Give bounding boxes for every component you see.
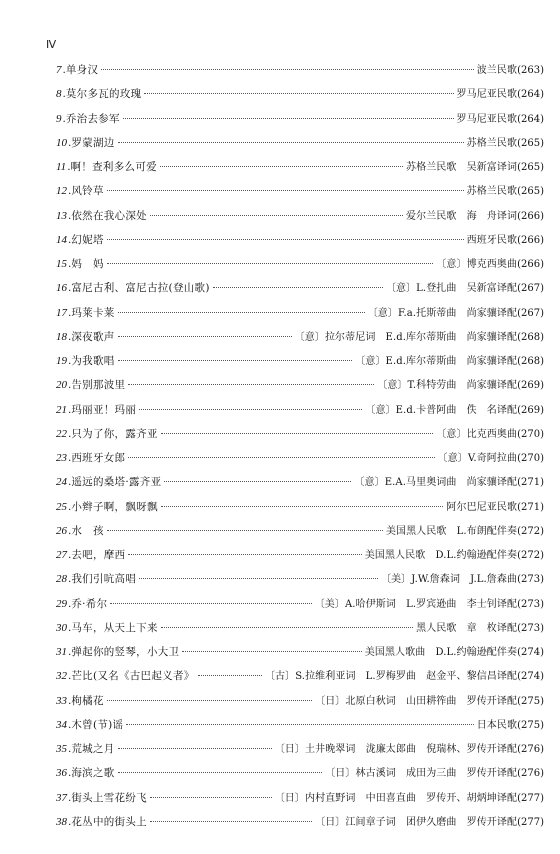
entry-credit: 〔日〕北原白秋词 山田耕筰曲 罗传开译配: [315, 695, 518, 707]
entry-number: 22: [56, 427, 67, 440]
toc-entry: [56, 204, 544, 228]
entry-credit: 〔意〕E.A.马里奥词曲 尚家骧译配: [354, 477, 518, 489]
entry-number-separator: .: [68, 815, 72, 828]
dot-leader: [126, 724, 473, 725]
entry-title: 依然在我心深处: [71, 209, 147, 222]
dot-leader: [110, 603, 311, 604]
dot-leader: [118, 312, 365, 313]
toc-entry: [56, 810, 544, 834]
entry-number: 27: [56, 549, 67, 561]
toc-entry: [56, 301, 544, 325]
toc-entry: [56, 107, 544, 131]
entry-number-separator: .: [68, 670, 72, 683]
entry-number: 29: [56, 597, 67, 610]
entry-number-separator: .: [68, 646, 72, 658]
toc-entry: [56, 737, 544, 761]
entry-number: 16: [56, 282, 67, 295]
toc-entry: [56, 155, 544, 179]
toc-entry: [56, 543, 544, 567]
entry-page-number: (275): [517, 695, 544, 707]
toc-list: [56, 58, 544, 834]
dot-leader: [161, 506, 444, 507]
entry-credit: 〔美〕A.哈伊斯词 L.罗宾逊曲 李士钊译配: [314, 598, 518, 610]
entry-page-number: (273): [517, 622, 544, 634]
dot-leader: [118, 142, 464, 143]
entry-page-number: (270): [517, 428, 544, 440]
entry-page-number: (275): [517, 719, 544, 731]
entry-credit: 罗马尼亚民歌: [456, 113, 518, 125]
toc-entry: [56, 519, 544, 543]
entry-title: 马车，从天上下来: [71, 621, 158, 634]
entry-credit: 阿尔巴尼亚民歌: [446, 501, 518, 513]
entry-number: 7: [56, 64, 62, 76]
entry-number: 38: [56, 815, 67, 828]
dot-leader: [150, 215, 403, 216]
entry-number-separator: .: [68, 718, 72, 731]
entry-number: 25: [56, 500, 67, 513]
entry-credit: 波兰民歌: [476, 65, 518, 76]
dot-leader: [107, 239, 464, 240]
entry-number: 32: [56, 670, 67, 683]
entry-number-separator: .: [68, 452, 72, 464]
entry-title: 去吧，摩西: [71, 549, 126, 561]
entry-credit: 〔意〕E.d.卡普阿曲 佚 名译配: [365, 404, 518, 416]
toc-entry: [56, 761, 544, 785]
entry-number: 33: [56, 694, 67, 707]
entry-page-number: (271): [517, 477, 544, 489]
entry-title: 芒比(又名《古巴起义者》: [71, 670, 195, 683]
entry-title: 罗蒙湖边: [71, 136, 115, 149]
entry-page-number: (266): [517, 234, 544, 246]
entry-title: 莫尔多瓦的玫瑰: [65, 88, 142, 101]
entry-credit: 〔意〕比克西奥曲: [436, 428, 518, 440]
entry-credit: 爱尔兰民歌 海 舟译词: [406, 210, 518, 222]
entry-title: 花丛中的街头上: [71, 815, 147, 828]
entry-page-number: (268): [517, 331, 544, 343]
entry-title: 啊！查利多么可爱: [70, 161, 157, 173]
dot-leader: [107, 190, 464, 191]
entry-page-number: (269): [517, 404, 544, 416]
toc-entry: [56, 179, 544, 203]
entry-title: 玛莱卡莱: [71, 306, 115, 319]
entry-number: 37: [56, 791, 67, 804]
entry-page-number: (263): [517, 65, 544, 76]
entry-number-separator: .: [68, 282, 72, 295]
entry-number-separator: .: [68, 500, 72, 513]
entry-page-number: (264): [517, 89, 544, 101]
entry-title: 弹起你的竖琴，小大卫: [71, 646, 180, 658]
toc-entry: [56, 567, 544, 591]
entry-number: 24: [56, 476, 67, 489]
dot-leader: [118, 336, 292, 337]
toc-entry: [56, 689, 544, 713]
toc-entry: [56, 640, 544, 664]
entry-number-separator: .: [68, 524, 72, 537]
dot-leader: [150, 821, 312, 822]
entry-page-number: (267): [517, 307, 544, 319]
entry-number-separator: .: [68, 743, 72, 755]
dot-leader: [107, 530, 383, 531]
entry-credit: 〔意〕E.d.库尔蒂斯曲 尚家骧译配: [355, 356, 518, 367]
dot-leader: [213, 287, 383, 288]
entry-title: 只为了你，露齐亚: [71, 427, 158, 440]
entry-page-number: (266): [517, 210, 544, 222]
entry-page-number: (264): [517, 113, 544, 125]
entry-title: 木曾(节)谣: [71, 718, 124, 731]
entry-title: 乔治去参军: [65, 112, 120, 125]
toc-entry: [56, 373, 544, 397]
entry-credit: 〔意〕L.登扎曲 吴新富译配: [385, 283, 518, 295]
entry-number-separator: .: [62, 88, 66, 101]
entry-number: 18: [56, 330, 67, 343]
dot-leader: [139, 409, 362, 410]
entry-credit: 苏格兰民歌: [466, 137, 518, 149]
toc-entry: [56, 786, 544, 810]
entry-credit: 〔意〕V.奇阿拉曲: [437, 453, 518, 464]
dot-leader: [107, 263, 434, 264]
toc-entry: [56, 58, 544, 82]
entry-page-number: (271): [517, 501, 544, 513]
entry-title: 深夜歌声: [71, 330, 115, 343]
entry-title: 妈 妈: [71, 258, 104, 270]
entry-number: 8: [56, 88, 62, 101]
toc-entry: [56, 252, 544, 276]
entry-number-separator: .: [68, 573, 72, 586]
entry-page-number: (265): [517, 186, 544, 198]
toc-entry: [56, 713, 544, 737]
entry-title: 风铃草: [71, 185, 104, 198]
entry-number-separator: .: [68, 694, 72, 707]
dot-leader: [118, 360, 353, 361]
entry-title: 富尼古利、富尼古拉(登山歌): [71, 282, 210, 295]
dot-leader: [139, 578, 378, 579]
entry-credit: 苏格兰民歌 吴新富译词: [406, 162, 518, 173]
dot-leader: [160, 166, 403, 167]
dot-leader: [198, 675, 262, 676]
entry-number-separator: .: [68, 330, 72, 343]
entry-credit: 〔日〕土井晚翠词 泷廉太郎曲 倪瑞林、罗传开译配: [274, 744, 518, 755]
entry-credit: 日本民歌: [476, 719, 518, 731]
entry-title: 为我歌唱: [71, 355, 115, 367]
dot-leader: [161, 627, 413, 628]
dot-leader: [164, 481, 351, 482]
toc-entry: [56, 131, 544, 155]
entry-number: 15: [56, 258, 67, 270]
entry-credit: 美国黑人民歌 D.L.约翰逊配伴奏: [364, 550, 518, 561]
toc-entry: [56, 592, 544, 616]
dot-leader: [118, 772, 323, 773]
entry-title: 遥远的桑塔·露齐亚: [71, 476, 162, 489]
entry-credit: 〔美〕J.W.詹森词 J.L.詹森曲: [380, 574, 518, 586]
entry-page-number: (266): [517, 259, 544, 270]
entry-number: 36: [56, 767, 67, 780]
entry-number: 31: [56, 646, 67, 658]
toc-entry: [56, 422, 544, 446]
entry-title: 我们引吭高唱: [71, 573, 137, 586]
entry-number: 30: [56, 621, 67, 634]
entry-number-separator: .: [68, 185, 72, 198]
entry-page-number: (267): [517, 283, 544, 295]
entry-number: 34: [56, 718, 67, 731]
entry-credit: 黑人民歌 章 枚译配: [416, 622, 518, 634]
entry-credit: 〔意〕F.a.托斯蒂曲 尚家骧译配: [367, 307, 518, 319]
entry-page-number: (270): [517, 453, 544, 464]
entry-number: 23: [56, 452, 67, 464]
dot-leader: [128, 457, 434, 458]
entry-page-number: (268): [517, 356, 544, 367]
entry-page-number: (272): [517, 525, 544, 537]
entry-number-separator: .: [68, 306, 72, 319]
entry-number-separator: .: [68, 209, 72, 222]
toc-entry: [56, 349, 544, 373]
entry-number-separator: .: [67, 161, 71, 173]
entry-credit: 西班牙民歌: [466, 234, 518, 246]
toc-entry: [56, 228, 544, 252]
entry-number: 11: [56, 161, 67, 173]
dot-leader: [128, 384, 374, 385]
entry-number: 20: [56, 379, 67, 392]
entry-number: 26: [56, 524, 67, 537]
toc-entry: [56, 82, 544, 106]
entry-number: 28: [56, 573, 67, 586]
entry-credit: 美国黑人民歌 L.布朗配伴奏: [385, 525, 518, 537]
dot-leader: [107, 700, 312, 701]
entry-number: 17: [56, 306, 67, 319]
entry-page-number: (265): [517, 137, 544, 149]
entry-page-number: (276): [517, 744, 544, 755]
entry-title: 枸橘花: [71, 694, 104, 707]
entry-page-number: (273): [517, 598, 544, 610]
entry-title: 海滨之歌: [71, 767, 115, 780]
entry-number: 13: [56, 209, 67, 222]
entry-number-separator: .: [68, 597, 72, 610]
entry-credit: 〔日〕林古溪词 成田为三曲 罗传开译配: [325, 768, 518, 780]
entry-title: 西班牙女郎: [71, 452, 126, 464]
dot-leader: [161, 433, 434, 434]
entry-number: 21: [56, 403, 67, 416]
entry-number: 35: [56, 743, 67, 755]
entry-title: 街头上雪花纷飞: [71, 791, 147, 804]
entry-credit: 〔古〕S.拉维利亚词 L.罗梅罗曲 赵金平、黎信昌译配: [264, 671, 518, 683]
entry-number-separator: .: [68, 621, 72, 634]
entry-credit: 〔意〕拉尔蒂尼词 E.d.库尔蒂斯曲 尚家骧译配: [294, 331, 518, 343]
dot-leader: [144, 93, 453, 94]
entry-number: 12: [56, 185, 67, 198]
entry-number-separator: .: [68, 403, 72, 416]
page-number-label: Ⅳ: [46, 39, 57, 51]
entry-page-number: (274): [517, 647, 544, 658]
entry-number-separator: .: [68, 258, 72, 270]
entry-credit: 〔意〕博克西奥曲: [436, 259, 518, 270]
entry-page-number: (265): [517, 162, 544, 173]
entry-credit: 苏格兰民歌: [466, 186, 518, 198]
entry-page-number: (269): [517, 380, 544, 392]
entry-credit: 罗马尼亚民歌: [456, 89, 518, 101]
toc-entry: [56, 325, 544, 349]
entry-page-number: (276): [517, 768, 544, 780]
entry-number-separator: .: [68, 476, 72, 489]
dot-leader: [182, 651, 361, 652]
entry-credit: 〔意〕T.科特劳曲 尚家骧译配: [377, 380, 518, 392]
toc-entry: [56, 470, 544, 494]
entry-title: 玛丽亚！玛丽: [71, 403, 137, 416]
entry-title: 乔·希尔: [71, 597, 108, 610]
dot-leader: [101, 69, 473, 70]
toc-entry: [56, 446, 544, 470]
entry-page-number: (277): [517, 792, 544, 804]
dot-leader: [128, 554, 361, 555]
entry-number-separator: .: [62, 64, 66, 76]
entry-title: 单身汉: [65, 64, 99, 76]
entry-page-number: (274): [517, 671, 544, 683]
entry-number-separator: .: [62, 112, 66, 125]
entry-credit: 〔日〕内村直野词 中田喜直曲 罗传开、胡炳坤译配: [274, 792, 518, 804]
entry-number-separator: .: [68, 136, 72, 149]
entry-number-separator: .: [68, 767, 72, 780]
entry-page-number: (277): [517, 816, 544, 828]
entry-title: 告别那波里: [71, 379, 126, 392]
dot-leader: [118, 748, 272, 749]
entry-number-separator: .: [68, 233, 72, 246]
dot-leader: [123, 118, 454, 119]
entry-number: 10: [56, 136, 67, 149]
toc-entry: [56, 276, 544, 300]
entry-number-separator: .: [68, 427, 72, 440]
entry-number-separator: .: [68, 379, 72, 392]
entry-number-separator: .: [68, 791, 72, 804]
entry-credit: 〔日〕江间章子词 团伊久磨曲 罗传开译配: [315, 816, 518, 828]
entry-title: 幻妮塔: [71, 233, 104, 246]
toc-entry: [56, 616, 544, 640]
entry-credit: 美国黑人歌曲 D.L.约翰逊配伴奏: [364, 647, 518, 658]
toc-entry: [56, 398, 544, 422]
entry-page-number: (273): [517, 574, 544, 586]
toc-entry: [56, 495, 544, 519]
entry-title: 水 孩: [71, 524, 104, 537]
entry-number: 19: [56, 355, 67, 367]
entry-number: 14: [56, 233, 67, 246]
entry-number-separator: .: [68, 549, 72, 561]
entry-page-number: (272): [517, 550, 544, 561]
toc-entry: [56, 664, 544, 688]
entry-title: 小辫子啊，飘呀飘: [71, 500, 158, 513]
dot-leader: [150, 797, 272, 798]
entry-number-separator: .: [68, 355, 72, 367]
entry-number: 9: [56, 112, 62, 125]
entry-title: 荒城之月: [71, 743, 115, 755]
